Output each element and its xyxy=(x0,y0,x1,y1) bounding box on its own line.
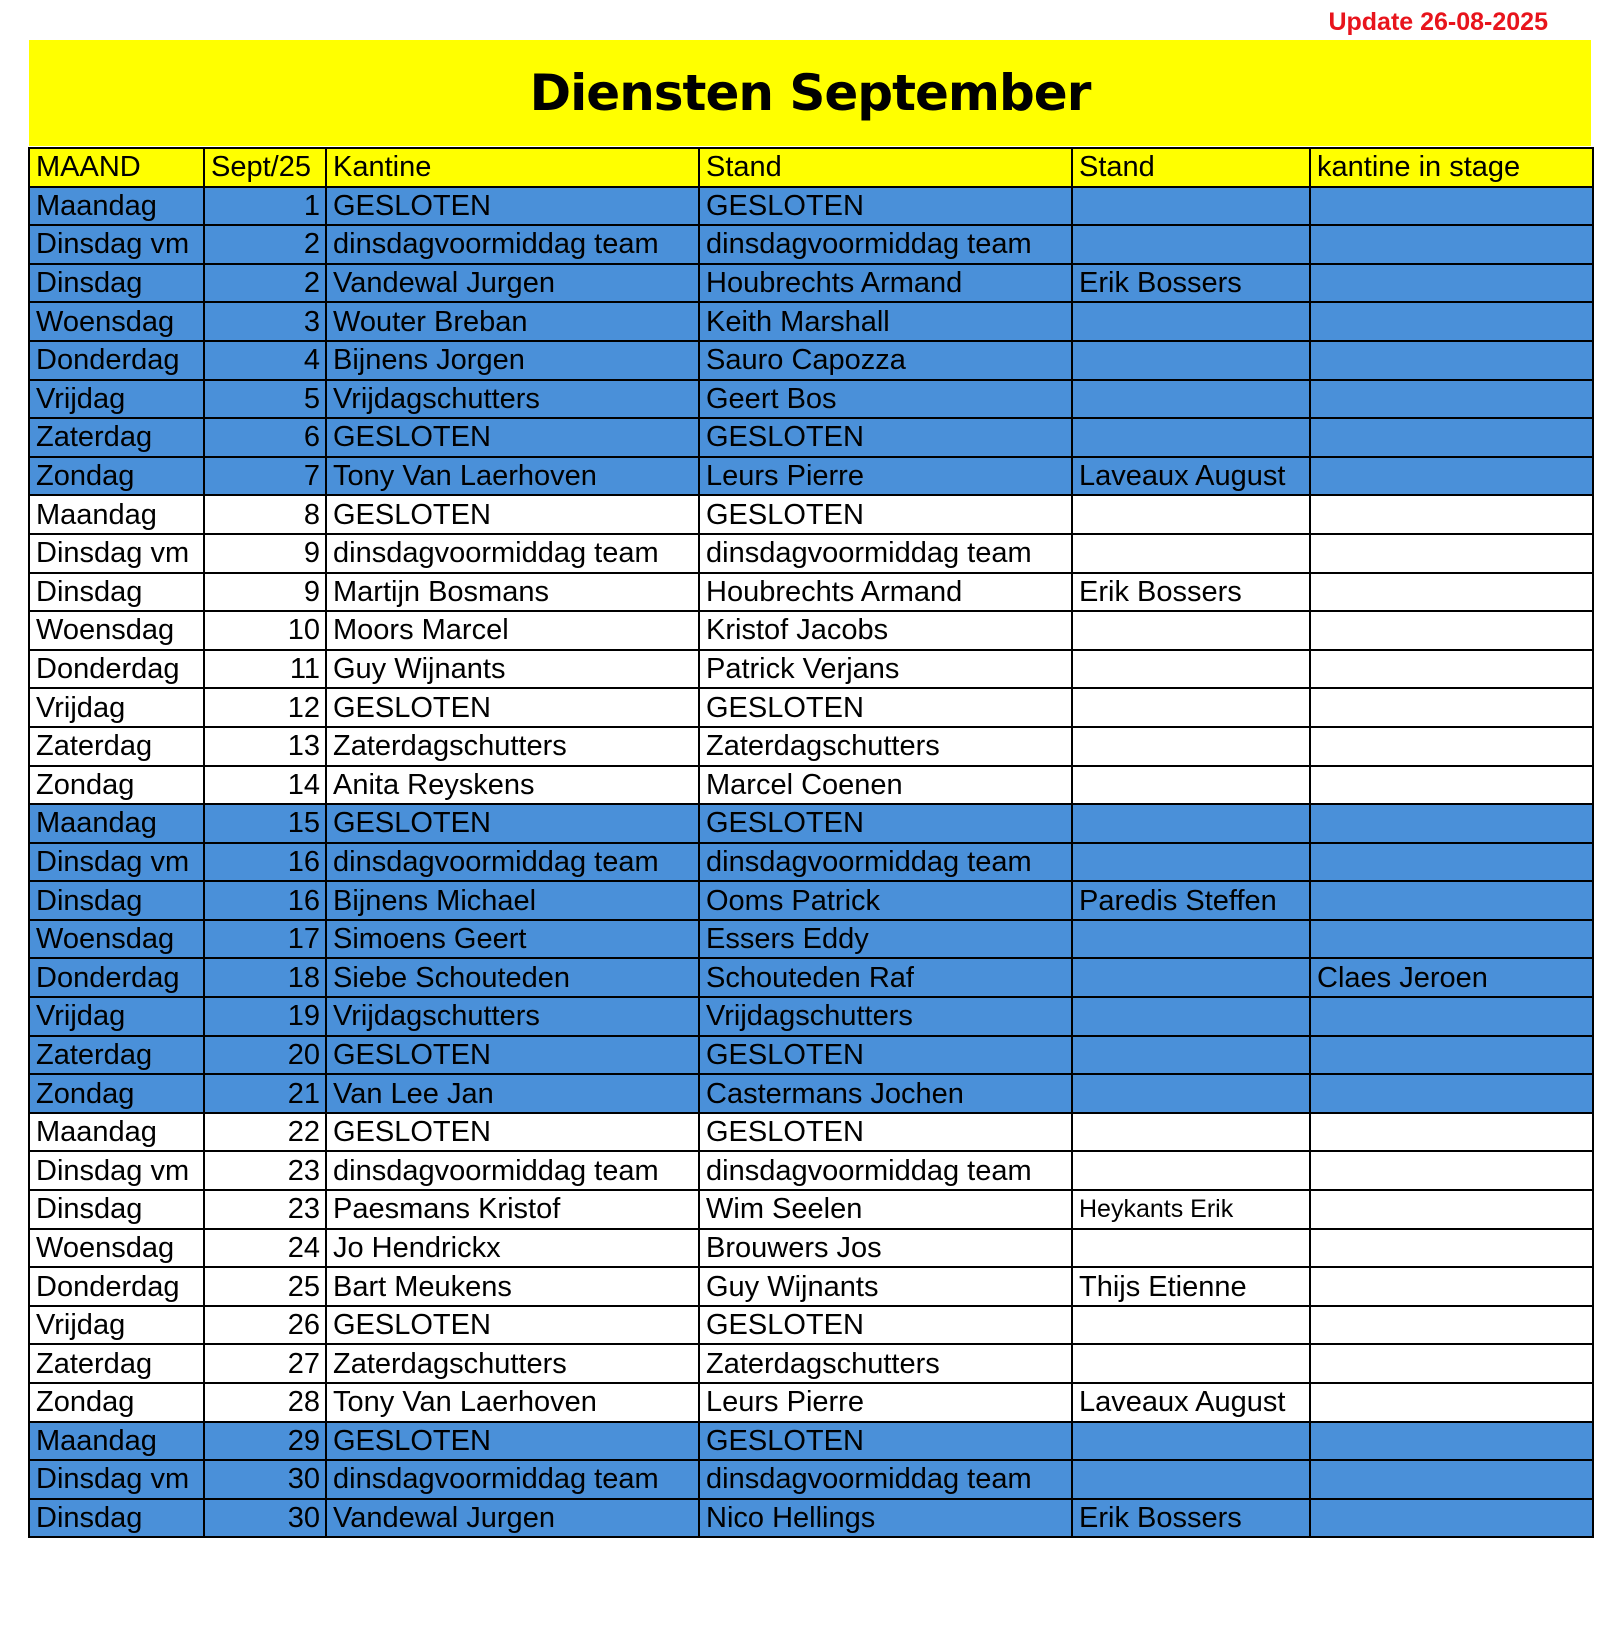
cell-day: Dinsdag xyxy=(29,573,204,612)
cell-stand-2 xyxy=(1072,1151,1310,1190)
cell-stand-2 xyxy=(1072,380,1310,419)
table-row xyxy=(29,843,1593,882)
cell-date: 29 xyxy=(204,1422,326,1461)
column-header-date: Sept/25 xyxy=(204,148,326,187)
cell-kantine: Bijnens Michael xyxy=(326,881,699,920)
table-row xyxy=(29,1383,1593,1422)
table-row xyxy=(29,418,1593,457)
cell-stand: Zaterdagschutters xyxy=(699,727,1072,766)
cell-kantine: Moors Marcel xyxy=(326,611,699,650)
cell-stand-2: Erik Bossers xyxy=(1072,1499,1310,1538)
cell-stand-2 xyxy=(1072,688,1310,727)
cell-kantine: GESLOTEN xyxy=(326,187,699,226)
cell-stand: Patrick Verjans xyxy=(699,650,1072,689)
cell-day: Maandag xyxy=(29,1422,204,1461)
cell-stand: GESLOTEN xyxy=(699,804,1072,843)
cell-day: Zondag xyxy=(29,1074,204,1113)
table-row xyxy=(29,1344,1593,1383)
cell-day: Maandag xyxy=(29,1113,204,1152)
cell-stand: Marcel Coenen xyxy=(699,766,1072,805)
cell-date: 20 xyxy=(204,1036,326,1075)
table-row xyxy=(29,804,1593,843)
cell-date: 13 xyxy=(204,727,326,766)
cell-stand: Castermans Jochen xyxy=(699,1074,1072,1113)
cell-kantine: dinsdagvoormiddag team xyxy=(326,843,699,882)
cell-day: Dinsdag vm xyxy=(29,1151,204,1190)
table-row xyxy=(29,573,1593,612)
cell-day: Zaterdag xyxy=(29,1344,204,1383)
cell-kantine-in-stage xyxy=(1310,534,1593,573)
cell-stand-2: Heykants Erik xyxy=(1072,1190,1310,1229)
table-row xyxy=(29,1306,1593,1345)
cell-stand-2 xyxy=(1072,958,1310,997)
cell-kantine-in-stage xyxy=(1310,573,1593,612)
cell-kantine-in-stage xyxy=(1310,1113,1593,1152)
cell-kantine-in-stage xyxy=(1310,688,1593,727)
cell-date: 30 xyxy=(204,1499,326,1538)
cell-date: 9 xyxy=(204,534,326,573)
cell-kantine-in-stage xyxy=(1310,457,1593,496)
cell-stand-2 xyxy=(1072,611,1310,650)
cell-day: Dinsdag vm xyxy=(29,843,204,882)
cell-stand-2: Thijs Etienne xyxy=(1072,1267,1310,1306)
cell-kantine-in-stage xyxy=(1310,804,1593,843)
cell-stand: Schouteden Raf xyxy=(699,958,1072,997)
table-row xyxy=(29,225,1593,264)
cell-stand: Kristof Jacobs xyxy=(699,611,1072,650)
cell-day: Dinsdag xyxy=(29,881,204,920)
cell-stand-2 xyxy=(1072,225,1310,264)
cell-kantine: Tony Van Laerhoven xyxy=(326,1383,699,1422)
cell-kantine: Jo Hendrickx xyxy=(326,1229,699,1268)
cell-kantine-in-stage xyxy=(1310,727,1593,766)
cell-date: 5 xyxy=(204,380,326,419)
cell-stand: GESLOTEN xyxy=(699,1422,1072,1461)
cell-day: Donderdag xyxy=(29,958,204,997)
cell-stand: GESLOTEN xyxy=(699,688,1072,727)
cell-day: Donderdag xyxy=(29,650,204,689)
cell-day: Dinsdag vm xyxy=(29,225,204,264)
cell-stand: Essers Eddy xyxy=(699,920,1072,959)
cell-kantine-in-stage xyxy=(1310,1460,1593,1499)
cell-kantine: Zaterdagschutters xyxy=(326,1344,699,1383)
cell-stand: Leurs Pierre xyxy=(699,457,1072,496)
cell-stand: Brouwers Jos xyxy=(699,1229,1072,1268)
column-header-stand-2: Stand xyxy=(1072,148,1310,187)
cell-kantine-in-stage xyxy=(1310,380,1593,419)
cell-kantine: GESLOTEN xyxy=(326,1036,699,1075)
cell-kantine: GESLOTEN xyxy=(326,418,699,457)
cell-day: Zondag xyxy=(29,457,204,496)
cell-kantine: GESLOTEN xyxy=(326,1113,699,1152)
table-row xyxy=(29,495,1593,534)
cell-kantine-in-stage xyxy=(1310,1306,1593,1345)
table-row xyxy=(29,534,1593,573)
cell-kantine-in-stage xyxy=(1310,341,1593,380)
cell-day: Vrijdag xyxy=(29,688,204,727)
cell-day: Dinsdag vm xyxy=(29,1460,204,1499)
cell-stand-2 xyxy=(1072,727,1310,766)
cell-stand-2 xyxy=(1072,766,1310,805)
cell-date: 25 xyxy=(204,1267,326,1306)
cell-kantine: Paesmans Kristof xyxy=(326,1190,699,1229)
cell-kantine-in-stage xyxy=(1310,1383,1593,1422)
cell-kantine: Tony Van Laerhoven xyxy=(326,457,699,496)
cell-day: Woensdag xyxy=(29,920,204,959)
cell-stand: Nico Hellings xyxy=(699,1499,1072,1538)
cell-date: 26 xyxy=(204,1306,326,1345)
cell-stand-2 xyxy=(1072,843,1310,882)
table-row xyxy=(29,650,1593,689)
column-header-kantine: Kantine xyxy=(326,148,699,187)
title-banner xyxy=(29,40,1591,146)
cell-kantine: GESLOTEN xyxy=(326,495,699,534)
cell-kantine: Vandewal Jurgen xyxy=(326,1499,699,1538)
cell-stand: dinsdagvoormiddag team xyxy=(699,1460,1072,1499)
cell-kantine-in-stage xyxy=(1310,225,1593,264)
cell-kantine-in-stage xyxy=(1310,611,1593,650)
cell-date: 4 xyxy=(204,341,326,380)
cell-kantine: Simoens Geert xyxy=(326,920,699,959)
cell-date: 3 xyxy=(204,302,326,341)
cell-date: 11 xyxy=(204,650,326,689)
cell-kantine-in-stage xyxy=(1310,1344,1593,1383)
cell-stand-2 xyxy=(1072,418,1310,457)
cell-day: Dinsdag vm xyxy=(29,534,204,573)
column-header-maand: MAAND xyxy=(29,148,204,187)
cell-kantine-in-stage xyxy=(1310,1229,1593,1268)
table-row xyxy=(29,881,1593,920)
cell-kantine: Bart Meukens xyxy=(326,1267,699,1306)
cell-stand: Vrijdagschutters xyxy=(699,997,1072,1036)
cell-kantine-in-stage xyxy=(1310,1036,1593,1075)
table-row xyxy=(29,1113,1593,1152)
table-row xyxy=(29,688,1593,727)
table-row xyxy=(29,380,1593,419)
cell-kantine: Wouter Breban xyxy=(326,302,699,341)
cell-stand-2 xyxy=(1072,1344,1310,1383)
cell-stand-2 xyxy=(1072,187,1310,226)
cell-kantine: Guy Wijnants xyxy=(326,650,699,689)
cell-day: Woensdag xyxy=(29,611,204,650)
table-row xyxy=(29,457,1593,496)
table-row xyxy=(29,727,1593,766)
cell-date: 30 xyxy=(204,1460,326,1499)
cell-kantine: GESLOTEN xyxy=(326,1306,699,1345)
cell-date: 16 xyxy=(204,843,326,882)
cell-date: 18 xyxy=(204,958,326,997)
cell-stand: Wim Seelen xyxy=(699,1190,1072,1229)
cell-date: 2 xyxy=(204,225,326,264)
cell-day: Maandag xyxy=(29,495,204,534)
table-row xyxy=(29,187,1593,226)
table-row xyxy=(29,1190,1593,1229)
cell-stand-2 xyxy=(1072,495,1310,534)
cell-day: Maandag xyxy=(29,804,204,843)
cell-date: 16 xyxy=(204,881,326,920)
table-row xyxy=(29,997,1593,1036)
cell-kantine: dinsdagvoormiddag team xyxy=(326,1460,699,1499)
cell-stand: dinsdagvoormiddag team xyxy=(699,534,1072,573)
cell-kantine-in-stage xyxy=(1310,843,1593,882)
cell-day: Dinsdag xyxy=(29,264,204,303)
cell-kantine-in-stage xyxy=(1310,650,1593,689)
cell-kantine-in-stage xyxy=(1310,187,1593,226)
table-row xyxy=(29,1499,1593,1538)
cell-kantine: dinsdagvoormiddag team xyxy=(326,1151,699,1190)
cell-kantine-in-stage xyxy=(1310,881,1593,920)
cell-stand-2: Laveaux August xyxy=(1072,1383,1310,1422)
cell-kantine-in-stage xyxy=(1310,264,1593,303)
table-row xyxy=(29,1267,1593,1306)
cell-stand-2 xyxy=(1072,1074,1310,1113)
cell-stand-2 xyxy=(1072,341,1310,380)
cell-stand: Leurs Pierre xyxy=(699,1383,1072,1422)
cell-date: 27 xyxy=(204,1344,326,1383)
cell-stand: Houbrechts Armand xyxy=(699,264,1072,303)
table-row xyxy=(29,611,1593,650)
cell-kantine: dinsdagvoormiddag team xyxy=(326,225,699,264)
cell-day: Zaterdag xyxy=(29,727,204,766)
cell-stand-2 xyxy=(1072,1460,1310,1499)
cell-stand-2 xyxy=(1072,1229,1310,1268)
cell-kantine-in-stage xyxy=(1310,418,1593,457)
cell-kantine: Zaterdagschutters xyxy=(326,727,699,766)
cell-stand: GESLOTEN xyxy=(699,418,1072,457)
cell-date: 15 xyxy=(204,804,326,843)
cell-kantine: Anita Reyskens xyxy=(326,766,699,805)
cell-day: Woensdag xyxy=(29,302,204,341)
cell-day: Woensdag xyxy=(29,1229,204,1268)
cell-kantine-in-stage xyxy=(1310,1422,1593,1461)
cell-date: 12 xyxy=(204,688,326,727)
table-row xyxy=(29,1036,1593,1075)
cell-date: 28 xyxy=(204,1383,326,1422)
cell-stand-2 xyxy=(1072,920,1310,959)
cell-stand-2 xyxy=(1072,1306,1310,1345)
cell-stand-2 xyxy=(1072,1422,1310,1461)
cell-day: Donderdag xyxy=(29,1267,204,1306)
column-header-stand: Stand xyxy=(699,148,1072,187)
cell-date: 19 xyxy=(204,997,326,1036)
table-row xyxy=(29,1151,1593,1190)
cell-date: 10 xyxy=(204,611,326,650)
cell-date: 7 xyxy=(204,457,326,496)
cell-date: 17 xyxy=(204,920,326,959)
cell-day: Zondag xyxy=(29,766,204,805)
cell-date: 9 xyxy=(204,573,326,612)
cell-day: Zondag xyxy=(29,1383,204,1422)
duty-roster-table xyxy=(28,147,1594,1538)
table-row xyxy=(29,766,1593,805)
cell-stand: dinsdagvoormiddag team xyxy=(699,843,1072,882)
cell-day: Donderdag xyxy=(29,341,204,380)
cell-kantine: GESLOTEN xyxy=(326,688,699,727)
cell-day: Dinsdag xyxy=(29,1190,204,1229)
cell-kantine-in-stage xyxy=(1310,1499,1593,1538)
cell-stand: GESLOTEN xyxy=(699,1036,1072,1075)
table-row xyxy=(29,302,1593,341)
cell-stand-2: Paredis Steffen xyxy=(1072,881,1310,920)
cell-kantine: Bijnens Jorgen xyxy=(326,341,699,380)
cell-kantine: Van Lee Jan xyxy=(326,1074,699,1113)
cell-stand-2 xyxy=(1072,650,1310,689)
cell-stand: Ooms Patrick xyxy=(699,881,1072,920)
cell-kantine-in-stage xyxy=(1310,1151,1593,1190)
cell-kantine: GESLOTEN xyxy=(326,804,699,843)
cell-kantine: Vrijdagschutters xyxy=(326,997,699,1036)
cell-date: 8 xyxy=(204,495,326,534)
cell-stand-2 xyxy=(1072,534,1310,573)
cell-kantine-in-stage xyxy=(1310,766,1593,805)
cell-kantine: Vandewal Jurgen xyxy=(326,264,699,303)
cell-stand-2: Erik Bossers xyxy=(1072,264,1310,303)
table-row xyxy=(29,264,1593,303)
cell-stand-2: Erik Bossers xyxy=(1072,573,1310,612)
table-row xyxy=(29,1422,1593,1461)
cell-kantine: Siebe Schouteden xyxy=(326,958,699,997)
cell-kantine-in-stage xyxy=(1310,1267,1593,1306)
cell-stand: GESLOTEN xyxy=(699,187,1072,226)
cell-day: Vrijdag xyxy=(29,380,204,419)
table-row xyxy=(29,958,1593,997)
table-row xyxy=(29,1460,1593,1499)
cell-day: Vrijdag xyxy=(29,997,204,1036)
cell-date: 23 xyxy=(204,1151,326,1190)
cell-stand-2 xyxy=(1072,804,1310,843)
cell-kantine-in-stage xyxy=(1310,1074,1593,1113)
cell-date: 1 xyxy=(204,187,326,226)
cell-day: Zaterdag xyxy=(29,1036,204,1075)
table-row xyxy=(29,1229,1593,1268)
cell-stand: dinsdagvoormiddag team xyxy=(699,225,1072,264)
cell-stand: Keith Marshall xyxy=(699,302,1072,341)
cell-stand: GESLOTEN xyxy=(699,495,1072,534)
cell-stand: GESLOTEN xyxy=(699,1306,1072,1345)
page-title: Diensten September xyxy=(529,64,1091,122)
cell-kantine: GESLOTEN xyxy=(326,1422,699,1461)
cell-date: 2 xyxy=(204,264,326,303)
table-header-row xyxy=(29,148,1593,187)
cell-day: Dinsdag xyxy=(29,1499,204,1538)
cell-date: 23 xyxy=(204,1190,326,1229)
table-row xyxy=(29,1074,1593,1113)
cell-day: Vrijdag xyxy=(29,1306,204,1345)
cell-kantine-in-stage: Claes Jeroen xyxy=(1310,958,1593,997)
table-row xyxy=(29,920,1593,959)
cell-kantine: Vrijdagschutters xyxy=(326,380,699,419)
cell-day: Zaterdag xyxy=(29,418,204,457)
cell-kantine-in-stage xyxy=(1310,302,1593,341)
cell-stand: GESLOTEN xyxy=(699,1113,1072,1152)
cell-stand: Geert Bos xyxy=(699,380,1072,419)
cell-kantine-in-stage xyxy=(1310,997,1593,1036)
cell-date: 24 xyxy=(204,1229,326,1268)
cell-date: 14 xyxy=(204,766,326,805)
cell-kantine-in-stage xyxy=(1310,920,1593,959)
table-row xyxy=(29,341,1593,380)
cell-date: 21 xyxy=(204,1074,326,1113)
cell-stand-2: Laveaux August xyxy=(1072,457,1310,496)
cell-day: Maandag xyxy=(29,187,204,226)
cell-kantine: dinsdagvoormiddag team xyxy=(326,534,699,573)
cell-kantine-in-stage xyxy=(1310,495,1593,534)
cell-date: 6 xyxy=(204,418,326,457)
cell-kantine: Martijn Bosmans xyxy=(326,573,699,612)
cell-stand-2 xyxy=(1072,1036,1310,1075)
cell-stand: dinsdagvoormiddag team xyxy=(699,1151,1072,1190)
cell-stand: Houbrechts Armand xyxy=(699,573,1072,612)
cell-date: 22 xyxy=(204,1113,326,1152)
update-date-label: Update 26-08-2025 xyxy=(1328,8,1548,36)
cell-stand-2 xyxy=(1072,997,1310,1036)
cell-stand: Zaterdagschutters xyxy=(699,1344,1072,1383)
cell-stand-2 xyxy=(1072,1113,1310,1152)
cell-stand-2 xyxy=(1072,302,1310,341)
cell-stand: Guy Wijnants xyxy=(699,1267,1072,1306)
cell-stand: Sauro Capozza xyxy=(699,341,1072,380)
column-header-kantine-in-stage: kantine in stage xyxy=(1310,148,1593,187)
cell-kantine-in-stage xyxy=(1310,1190,1593,1229)
